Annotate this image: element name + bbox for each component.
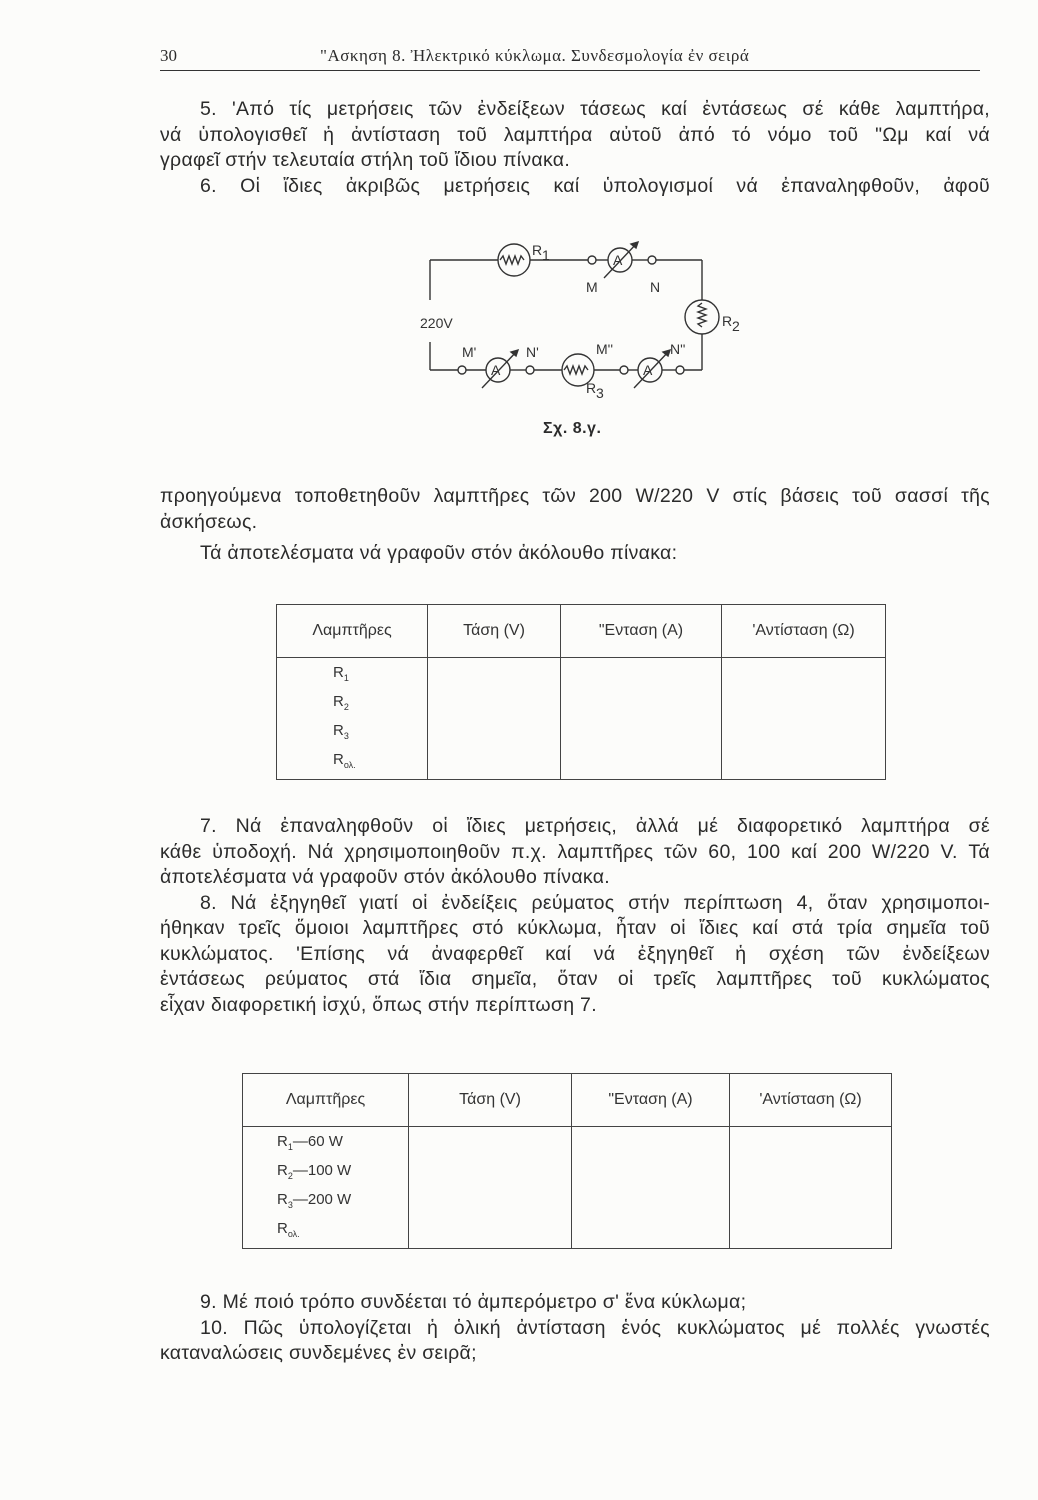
label-n2: N'' bbox=[670, 341, 686, 357]
column-header: 'Αντίσταση (Ω) bbox=[722, 605, 886, 658]
label-voltage: 220V bbox=[420, 315, 453, 331]
page-number: 30 bbox=[160, 46, 177, 65]
terminal-m2 bbox=[620, 366, 628, 374]
label-m2: M'' bbox=[596, 341, 614, 357]
lamp-list bbox=[243, 1127, 409, 1249]
label-n1: N' bbox=[526, 344, 539, 360]
running-title: "Ασκηση 8. Ἠλεκτρικό κύκλωμα. Συνδεσμολογία ἐν σειρά bbox=[320, 46, 750, 65]
table-row bbox=[277, 658, 886, 780]
circuit-diagram bbox=[400, 230, 780, 420]
mid-paragraph bbox=[160, 484, 990, 567]
terminal-n bbox=[648, 256, 656, 264]
label-r3-sub: 3 bbox=[596, 385, 604, 401]
label-r3: R bbox=[586, 380, 597, 396]
text-line: 5. 'Από τίς μετρήσεις τῶν ἐνδείξεων τάσεως καί ἐντάσεως σέ κάθε λαμπτήρα, bbox=[200, 98, 990, 120]
terminal-m bbox=[588, 256, 596, 264]
column-header: Τάση (V) bbox=[428, 605, 561, 658]
text-line: εἶχαν διαφορετική ἰσχύ, ὅπως στήν περίπτωση 7. bbox=[160, 993, 597, 1016]
terminal-n1 bbox=[526, 366, 534, 374]
empty-cell bbox=[428, 658, 561, 780]
intro-paragraph bbox=[160, 97, 990, 199]
table-row bbox=[243, 1127, 892, 1249]
ammeter-label: A bbox=[491, 362, 501, 378]
final-paragraph bbox=[160, 1290, 990, 1367]
list-item: $R_1—60$ W bbox=[277, 1132, 343, 1152]
list-item: $R_{o\lambda.}$ bbox=[277, 1219, 300, 1239]
text-line: Τά ἀποτελέσματα νά γραφοῦν στόν ἀκόλουθο πίνακα: bbox=[200, 542, 678, 564]
label-m1: M' bbox=[462, 344, 477, 360]
text-line: 10. Πῶς ὑπολογίζεται ἡ ὁλική ἀντίσταση ἑνός κυκλώματος μέ πολλές γνωστές bbox=[200, 1316, 990, 1339]
label-m: M bbox=[586, 279, 598, 295]
terminal-m1 bbox=[458, 366, 466, 374]
list-item: $R_2$ bbox=[333, 692, 349, 712]
column-header: "Ενταση (A) bbox=[561, 605, 722, 658]
text-line: 9. Μέ ποιό τρόπο συνδέεται τό ἀμπερόμετρο σ' ἕνα κύκλωμα; bbox=[200, 1291, 747, 1313]
column-header: Λαμπτῆρες bbox=[243, 1074, 409, 1127]
list-item: $R_3—200$ W bbox=[277, 1190, 352, 1210]
text-line: νά ὑπολογισθεῖ ἡ ἀντίσταση τοῦ λαμπτήρα αὐτοῦ ἀπό τό νόμο τοῦ "Ωμ καί νά bbox=[160, 123, 990, 146]
text-line: γραφεῖ στήν τελευταία στήλη τοῦ ἴδιου πίνακα. bbox=[160, 149, 571, 171]
table-header-row bbox=[277, 605, 886, 658]
results-table-2 bbox=[242, 1073, 892, 1249]
empty-cell bbox=[409, 1127, 572, 1249]
label-n: N bbox=[650, 279, 661, 295]
column-header: 'Αντίσταση (Ω) bbox=[730, 1074, 892, 1127]
ammeter-label: A bbox=[643, 362, 653, 378]
column-header: Λαμπτῆρες bbox=[277, 605, 428, 658]
empty-cell bbox=[730, 1127, 892, 1249]
empty-cell bbox=[572, 1127, 730, 1249]
list-item: $R_1$ bbox=[333, 663, 349, 683]
list-item: $R_{o\lambda.}$ bbox=[333, 750, 356, 770]
empty-cell bbox=[722, 658, 886, 780]
text-line: ήθηκαν τρεῖς ὅμοιοι λαμπτῆρες στό κύκλωμα, ἦταν οἱ ἴδιες καί στά τρία σημεῖα τοῦ bbox=[160, 917, 990, 939]
lamp-list bbox=[277, 658, 428, 780]
text-line: 8. Νά ἐξηγηθεῖ γιατί οἱ ἐνδείξεις ρεύματος στήν περίπτωση 4, ὅταν χρησιμοποι- bbox=[200, 891, 990, 914]
label-r2-sub: 2 bbox=[732, 318, 740, 334]
terminal-n2 bbox=[676, 366, 684, 374]
text-line: 6. Οἱ ἴδιες ἀκριβῶς μετρήσεις καί ὑπολογισμοί νά ἐπαναληφθοῦν, ἀφοῦ bbox=[200, 174, 990, 197]
results-table-1 bbox=[276, 604, 886, 780]
text-line: 7. Νά ἐπαναληφθοῦν οἱ ἴδιες μετρήσεις, ἀλλά μέ διαφορετικό λαμπτήρα σέ bbox=[200, 815, 990, 837]
label-r1-sub: 1 bbox=[542, 247, 550, 263]
text-line: προηγούμενα τοποθετηθοῦν λαμπτῆρες τῶν 200 W/220 V στίς βάσεις τοῦ σασσί τῆς bbox=[160, 485, 990, 507]
text-line: καταναλώσεις συνδεμένες ἐν σειρᾶ; bbox=[160, 1342, 477, 1364]
text-line: ἐντάσεως ρεύματος στά ἴδια σημεῖα, ὅταν οἱ τρεῖς λαμπτῆρες τοῦ κυκλώματος bbox=[160, 968, 990, 990]
lower-paragraph bbox=[160, 814, 990, 1018]
text-line: ἀποτελέσματα νά γραφοῦν στόν ἀκόλουθο πίνακα. bbox=[160, 866, 610, 888]
text-line: κάθε ὑποδοχή. Νά χρησιμοποιηθοῦν π.χ. λαμπτῆρες τῶν 60, 100 καί 200 W/220 V. Τά bbox=[160, 840, 990, 863]
list-item: $R_2—100$ W bbox=[277, 1161, 352, 1181]
ammeter-label: A bbox=[613, 252, 623, 268]
figure-caption: Σχ. 8.γ. bbox=[543, 420, 602, 437]
empty-cell bbox=[561, 658, 722, 780]
column-header: Τάση (V) bbox=[409, 1074, 572, 1127]
label-r1: R bbox=[532, 242, 543, 258]
table-header-row bbox=[243, 1074, 892, 1127]
list-item: $R_3$ bbox=[333, 721, 349, 741]
text-line: ἀσκήσεως. bbox=[160, 510, 258, 533]
page-header bbox=[160, 44, 980, 71]
column-header: "Ενταση (A) bbox=[572, 1074, 730, 1127]
text-line: κυκλώματος. 'Επίσης νά ἀναφερθεῖ καί νά ἐξηγηθεῖ ἡ σχέση τῶν ἐνδείξεων bbox=[160, 942, 990, 965]
label-r2: R bbox=[722, 313, 733, 329]
